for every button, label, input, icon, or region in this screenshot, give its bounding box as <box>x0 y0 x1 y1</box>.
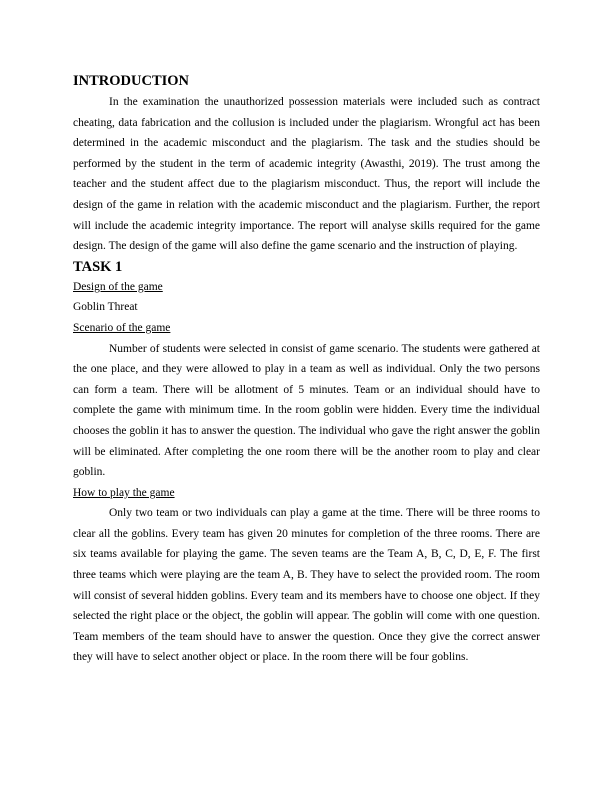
game-name: Goblin Threat <box>73 301 138 314</box>
scenario-paragraph: Number of students were selected in consist of game scenario. The students were gathered at the one place, and they were allowed to play in a team as well as individual. Only the two persons can form a team. There will be allotment of 5 minutes. Team or an individual should have to complete the game with minimum time. In the room goblin were hidden. Every time the individual chooses the goblin it has to answer the question. The individual who gave the right answer the goblin will be eliminated. After completing the one room there will be the another room to play and clear goblin. <box>73 342 540 479</box>
how-to-play-label: How to play the game <box>73 486 175 499</box>
document-page <box>73 72 540 668</box>
design-of-game-label: Design of the game <box>73 280 163 293</box>
task1-heading: TASK 1 <box>73 258 123 275</box>
scenario-label: Scenario of the game <box>73 321 171 334</box>
how-to-play-paragraph: Only two team or two individuals can play a game at the time. There will be three rooms to clear all the goblins. Every team has given 20 minutes for completion of the three rooms. There are six teams available for playing the game. The seven teams are the Team A, B, C, D, E, F. The first three teams which were playing are the team A, B. They have to select the provided room. The room will consist of several hidden goblins. Every team and its members have to choose one object. If they selected the right place or the object, the goblin will appear. The goblin will come with one question. Team members of the team should have to answer the question. Once they give the correct answer they will have to select another object or place. In the room there will be four goblins. <box>73 507 540 664</box>
introduction-paragraph: In the examination the unauthorized possession materials were included such as contract cheating, data fabrication and the collusion is included under the plagiarism. Wrongful act has been determined in the academic misconduct and the plagiarism. The task and the studies should be performed by the student in the term of academic integrity (Awasthi, 2019). The trust among the teacher and the student affect due to the plagiarism misconduct. Thus, the report will include the design of the game in relation with the academic misconduct and the plagiarism. Further, the report will include the academic integrity importance. The report will analyse skills required for the game design. The design of the game will also define the game scenario and the instruction of playing. <box>73 96 540 253</box>
introduction-heading: INTRODUCTION <box>73 73 190 89</box>
